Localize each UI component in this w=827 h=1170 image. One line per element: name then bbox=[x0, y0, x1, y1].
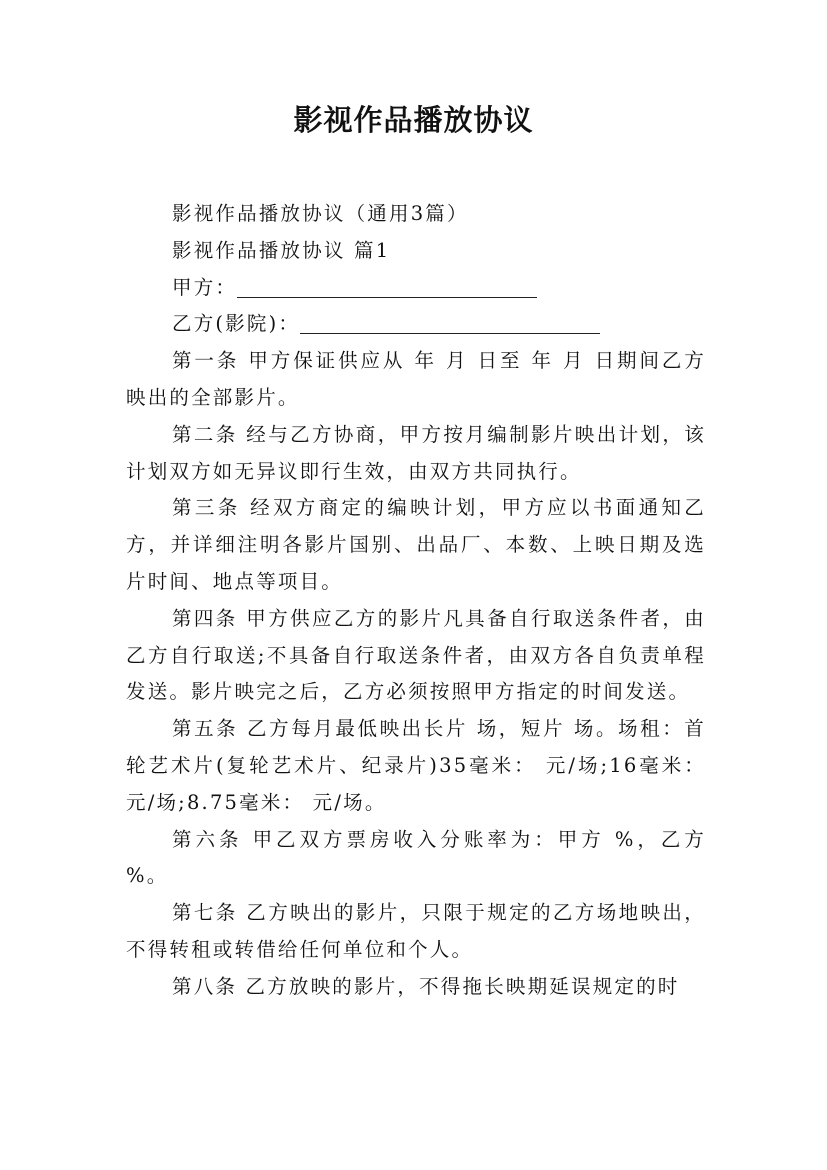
document-title: 影视作品播放协议 bbox=[293, 103, 534, 137]
party-b-label: 乙方(影院)： bbox=[172, 312, 301, 336]
party-a-line bbox=[126, 270, 706, 307]
document-body bbox=[126, 196, 706, 1006]
article-1: 第一条 甲方保证供应从 年 月 日至 年 月 日期间乙方映出的全部影片。 bbox=[126, 349, 706, 409]
article-7: 第七条 乙方映出的影片，只限于规定的乙方场地映出，不得转租或转借给任何单位和个人。 bbox=[126, 901, 706, 961]
party-b-blank bbox=[300, 311, 600, 334]
article-5: 第五条 乙方每月最低映出长片 场，短片 场。场租：首轮艺术片(复轮艺术片、纪录片)35毫米： 元/场;16毫米： 元/场;8.75毫米： 元/场。 bbox=[126, 717, 706, 814]
article-2: 第二条 经与乙方协商，甲方按月编制影片映出计划，该计划双方如无异议即行生效，由双方共同执行。 bbox=[126, 422, 706, 483]
party-a-blank bbox=[237, 275, 537, 298]
article-4: 第四条 甲方供应乙方的影片凡具备自行取送条件者，由乙方自行取送;不具备自行取送条件者，由双方各自负责单程发送。影片映完之后，乙方必须按照甲方指定的时间发送。 bbox=[126, 606, 706, 704]
document-subtitle: 影视作品播放协议（通用3篇） bbox=[172, 202, 469, 225]
article-3: 第三条 经双方商定的编映计划，甲方应以书面通知乙方，并详细注明各影片国别、出品厂、本数、上映日期及选片时间、地点等项目。 bbox=[126, 496, 706, 593]
party-b-line bbox=[126, 306, 706, 343]
party-a-label: 甲方： bbox=[172, 275, 238, 299]
section-heading: 影视作品播放协议 篇1 bbox=[172, 238, 391, 262]
article-6: 第六条 甲乙双方票房收入分账率为：甲方 %，乙方 %。 bbox=[126, 827, 706, 888]
article-8: 第八条 乙方放映的影片，不得拖长映期延误规定的时 bbox=[172, 974, 680, 998]
